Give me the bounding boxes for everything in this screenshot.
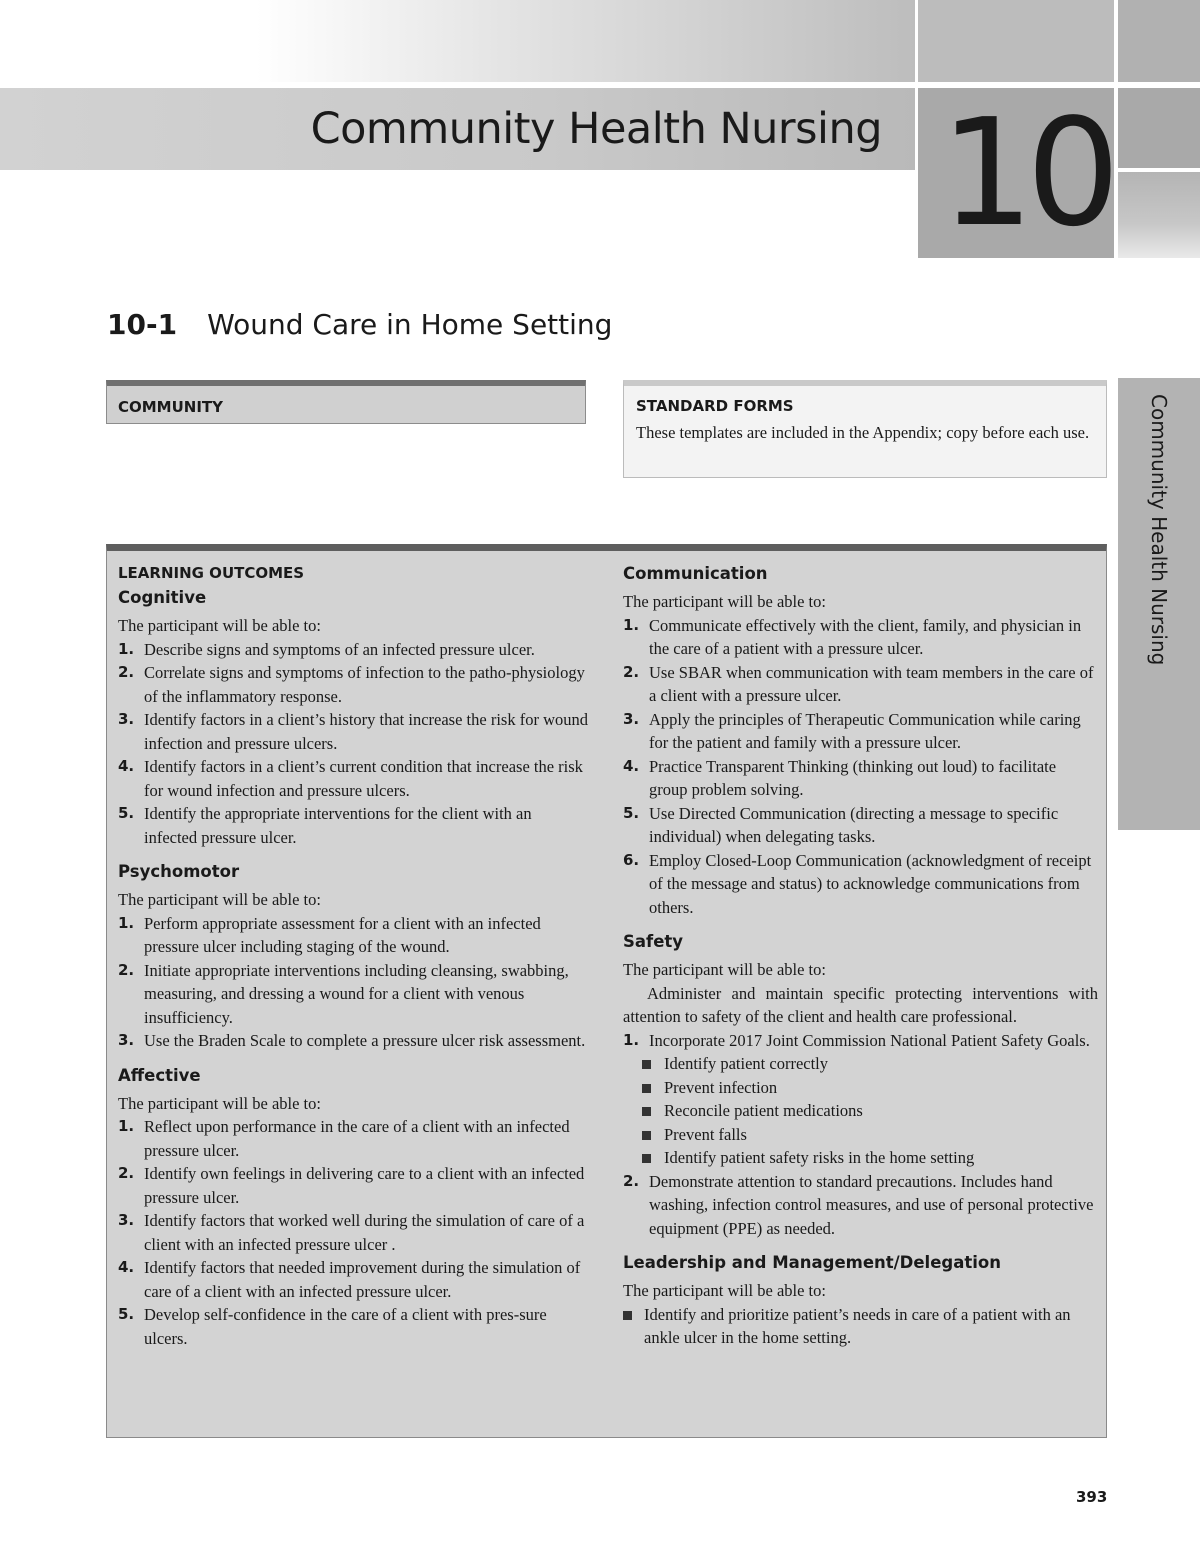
psychomotor-list — [118, 912, 588, 1053]
standard-forms-text: These templates are included in the Appendix; copy before each use. — [636, 423, 1090, 442]
item-text: Use Directed Communication (directing a message to specific individual) when delegating tasks. — [649, 803, 1059, 846]
list-item — [118, 755, 588, 802]
list-item — [118, 959, 588, 1030]
item-number: 5. — [118, 804, 135, 822]
list-item — [623, 661, 1098, 708]
item-text: Develop self-confidence in the care of a client with pres-sure ulcers. — [144, 1305, 547, 1348]
safety-intro: The participant will be able to: — [623, 960, 826, 979]
item-text: Identify and prioritize patient’s needs in care of a patient with an ankle ulcer in the home setting. — [644, 1304, 1071, 1347]
item-text: Prevent infection — [664, 1077, 778, 1097]
list-item — [623, 614, 1098, 661]
list-item — [118, 1303, 588, 1350]
leadership-intro: The participant will be able to: — [623, 1281, 826, 1300]
standard-forms-label: STANDARD FORMS — [636, 397, 794, 415]
item-number: 1. — [118, 913, 135, 932]
side-tab-label: Community Health Nursing — [1147, 394, 1171, 666]
list-item — [118, 1209, 588, 1256]
item-text: Use SBAR when communication with team members in the care of a client with a pressure ulcer. — [649, 662, 1094, 705]
header-tile — [1118, 88, 1200, 168]
item-text: Incorporate 2017 Joint Commission National Patient Safety Goals. — [649, 1030, 1090, 1050]
list-item — [118, 708, 588, 755]
item-number: 4. — [118, 757, 135, 775]
item-text: Identify own feelings in delivering care to a client with an infected pressure ulcer. — [144, 1164, 585, 1207]
communication-intro: The participant will be able to: — [623, 592, 826, 611]
safety-list-continued — [623, 1170, 1098, 1241]
section-title: Wound Care in Home Setting — [207, 308, 613, 341]
leadership-heading: Leadership and Management/Delegation — [623, 1253, 1001, 1272]
header-top-strip — [0, 0, 915, 82]
list-item — [118, 1256, 588, 1303]
header-tile — [1118, 172, 1200, 258]
square-bullet-icon — [623, 1311, 632, 1320]
square-bullet-icon — [642, 1107, 651, 1116]
standard-forms-box — [623, 380, 1107, 478]
list-item — [118, 661, 588, 708]
item-number: 1. — [118, 639, 135, 658]
item-text: Reflect upon performance in the care of a client with an infected pressure ulcer. — [144, 1117, 570, 1160]
list-item — [623, 1029, 1098, 1053]
item-text: Identify factors that worked well during the simulation of care of a client with an infected pressure ulcer . — [144, 1211, 585, 1254]
item-number: 4. — [118, 1258, 135, 1276]
item-text: Correlate signs and symptoms of infection to the patho-physiology of the inflammatory response. — [144, 663, 585, 706]
square-bullet-icon — [642, 1084, 651, 1093]
item-text: Identify patient safety risks in the home setting — [664, 1148, 975, 1167]
item-text: Identify patient correctly — [664, 1054, 829, 1073]
item-text: Prevent falls — [664, 1124, 747, 1144]
list-item — [623, 849, 1098, 920]
item-number: 2. — [118, 1164, 135, 1182]
section-heading — [107, 308, 612, 341]
item-number: 2. — [118, 663, 135, 681]
psychomotor-intro: The participant will be able to: — [118, 890, 321, 909]
safety-paragraph: Administer and maintain specific protecting interventions with attention to safety of the client and health care professional. — [623, 983, 1098, 1026]
item-text: Initiate appropriate interventions including cleansing, swabbing, measuring, and dressing a wound for a client with venous insufficiency. — [144, 960, 569, 1027]
item-text: Identify the appropriate interventions for the client with an infected pressure ulcer. — [144, 804, 532, 847]
affective-intro: The participant will be able to: — [118, 1093, 321, 1113]
learning-outcomes-panel — [106, 544, 1107, 1438]
communication-heading: Communication — [623, 564, 768, 583]
list-item — [642, 1076, 1098, 1100]
item-text: Communicate effectively with the client, family, and physician in the care of a patient with a pressure ulcer. — [649, 615, 1082, 658]
outcomes-right-column — [623, 561, 1098, 1350]
item-number: 5. — [118, 1305, 135, 1323]
item-number: 5. — [623, 803, 640, 822]
item-text: Practice Transparent Thinking (thinking out loud) to facilitate group problem solving. — [649, 756, 1057, 799]
item-text: Reconcile patient medications — [664, 1101, 863, 1120]
psychomotor-heading: Psychomotor — [118, 862, 240, 881]
item-number: 3. — [118, 1211, 135, 1229]
item-text: Perform appropriate assessment for a client with an infected pressure ulcer including staging of the wound. — [144, 913, 541, 956]
list-item — [118, 912, 588, 959]
list-item — [118, 802, 588, 849]
cognitive-intro: The participant will be able to: — [118, 616, 321, 635]
leadership-list — [623, 1303, 1098, 1350]
list-item — [118, 638, 588, 662]
list-item — [623, 708, 1098, 755]
list-item — [118, 1162, 588, 1209]
item-number: 3. — [623, 709, 640, 728]
list-item — [118, 1115, 588, 1162]
item-text: Identify factors that needed improvement during the simulation of care of a client with an infected pressure ulcer. — [144, 1258, 581, 1301]
item-text: Identify factors in a client’s current condition that increase the risk for wound infection and pressure ulcers. — [144, 757, 583, 800]
square-bullet-icon — [642, 1154, 651, 1163]
page-number: 393 — [1076, 1488, 1108, 1506]
community-box — [106, 380, 586, 424]
safety-list — [623, 1029, 1098, 1053]
cognitive-list — [118, 638, 588, 850]
item-number: 3. — [118, 710, 135, 728]
list-item — [118, 1029, 588, 1053]
list-item — [642, 1099, 1098, 1123]
communication-list — [623, 614, 1098, 920]
list-item — [623, 755, 1098, 802]
item-number: 2. — [623, 662, 640, 681]
list-item — [623, 1303, 1098, 1350]
header-tile — [1118, 0, 1200, 82]
item-text: Apply the principles of Therapeutic Communication while caring for the patient and family with a pressure ulcer. — [649, 709, 1081, 752]
item-number: 2. — [623, 1171, 640, 1190]
learning-outcomes-title: LEARNING OUTCOMES — [118, 564, 305, 582]
community-label: COMMUNITY — [118, 398, 224, 416]
item-number: 3. — [118, 1031, 135, 1049]
item-text: Use the Braden Scale to complete a pressure ulcer risk assessment. — [144, 1031, 586, 1050]
list-item — [623, 802, 1098, 849]
chapter-number: 10 — [940, 87, 1113, 259]
item-text: Identify factors in a client’s history that increase the risk for wound infection and pressure ulcers. — [144, 710, 588, 753]
item-text: Employ Closed-Loop Communication (acknowledgment of receipt of the message and status) to acknowledge communications from others. — [649, 850, 1092, 917]
cognitive-heading: Cognitive — [118, 588, 207, 607]
chapter-title: Community Health Nursing — [310, 104, 882, 154]
list-item — [642, 1123, 1098, 1147]
item-text: Demonstrate attention to standard precautions. Includes hand washing, infection control measures, and use of personal protective equipment (PPE) as needed. — [649, 1171, 1094, 1238]
affective-list — [118, 1115, 588, 1350]
item-text: Describe signs and symptoms of an infected pressure ulcer. — [144, 639, 535, 659]
affective-heading: Affective — [118, 1065, 201, 1085]
outcomes-left-column — [118, 561, 588, 1350]
item-number: 1. — [623, 1030, 640, 1049]
list-item — [642, 1052, 1098, 1076]
safety-heading: Safety — [623, 932, 684, 951]
square-bullet-icon — [642, 1131, 651, 1140]
item-number: 6. — [623, 850, 640, 869]
item-number: 1. — [623, 615, 640, 634]
list-item — [642, 1146, 1098, 1170]
item-number: 1. — [118, 1117, 135, 1135]
section-number: 10-1 — [107, 308, 178, 341]
safety-goals-list — [623, 1052, 1098, 1170]
square-bullet-icon — [642, 1060, 651, 1069]
item-number: 2. — [118, 960, 135, 979]
item-number: 4. — [623, 756, 640, 775]
header-tile — [918, 0, 1114, 82]
list-item — [623, 1170, 1098, 1241]
